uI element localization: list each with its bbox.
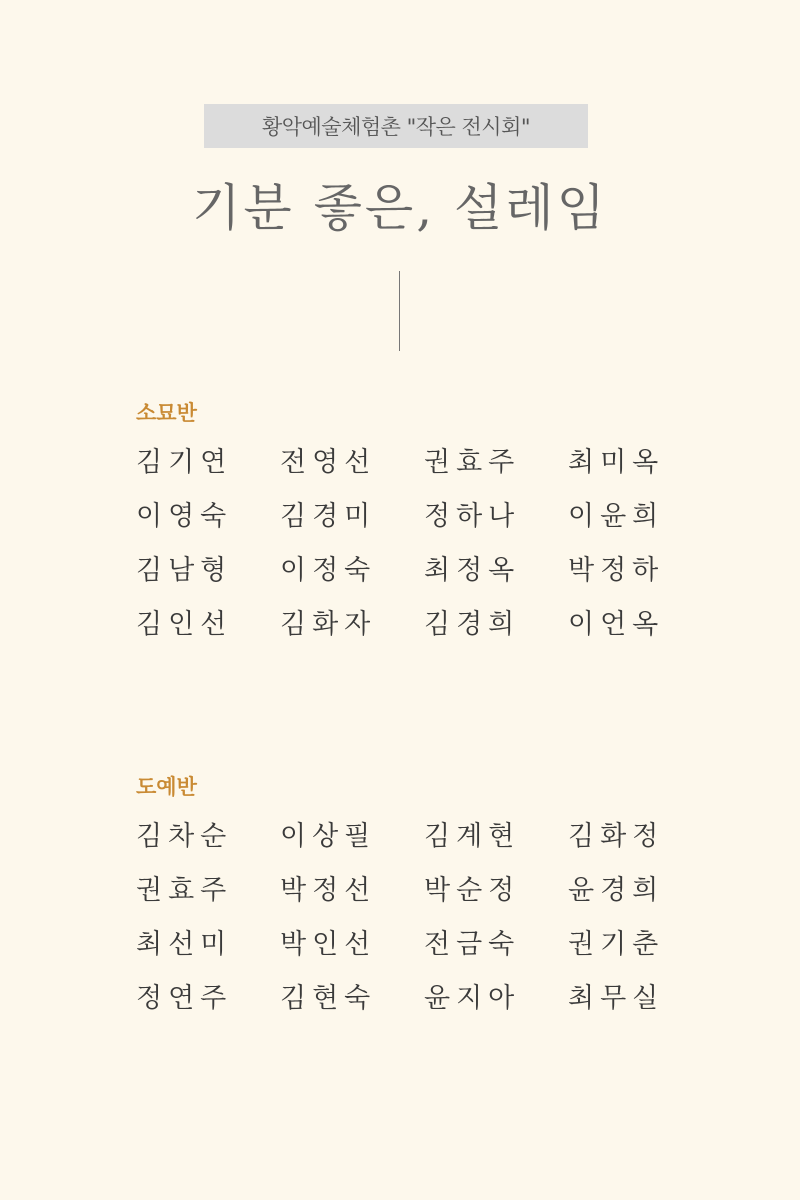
- participant-name: 김화자: [280, 609, 377, 640]
- section-label: 소묘반: [136, 401, 197, 425]
- participant-name: 박정하: [568, 555, 665, 586]
- participant-name: 전영선: [280, 447, 377, 478]
- participant-name: 김기연: [136, 447, 233, 478]
- participant-name: 윤지아: [424, 983, 521, 1014]
- participant-name: 권효주: [136, 875, 233, 906]
- page-title: 기분 좋은, 설레임: [192, 179, 608, 237]
- participant-name: 정연주: [136, 983, 233, 1014]
- participant-name: 박정선: [280, 875, 377, 906]
- participant-name: 김차순: [136, 821, 233, 852]
- participant-name: 김남형: [136, 555, 233, 586]
- participant-name: 박인선: [280, 929, 377, 960]
- participant-name: 최선미: [136, 929, 233, 960]
- participant-name: 김현숙: [280, 983, 377, 1014]
- participant-name: 전금숙: [424, 929, 521, 960]
- participant-name: 최미옥: [568, 447, 665, 478]
- participant-name: 이상필: [280, 821, 377, 852]
- participant-name: 최정옥: [424, 555, 521, 586]
- section-ceramics-class: [136, 770, 696, 1037]
- subtitle-banner: [204, 104, 588, 148]
- participant-name: 이윤희: [568, 501, 665, 532]
- participant-name: 이영숙: [136, 501, 233, 532]
- name-grid: [136, 447, 696, 663]
- participant-name: 이정숙: [280, 555, 377, 586]
- participant-name: 김경미: [280, 501, 377, 532]
- participant-name: 김경희: [424, 609, 521, 640]
- name-grid: [136, 821, 696, 1037]
- participant-name: 정하나: [424, 501, 521, 532]
- participant-name: 김화정: [568, 821, 665, 852]
- participant-name: 권효주: [424, 447, 521, 478]
- participant-name: 권기춘: [568, 929, 665, 960]
- section-drawing-class: [136, 396, 696, 663]
- participant-name: 최무실: [568, 983, 665, 1014]
- participant-name: 김계현: [424, 821, 521, 852]
- participant-name: 김인선: [136, 609, 233, 640]
- participant-name: 이언옥: [568, 609, 665, 640]
- subtitle: 황악예술체험촌 "작은 전시회": [261, 115, 531, 139]
- participant-name: 윤경희: [568, 875, 665, 906]
- section-label: 도예반: [136, 775, 197, 799]
- vertical-divider: [399, 271, 400, 351]
- participant-name: 박순정: [424, 875, 521, 906]
